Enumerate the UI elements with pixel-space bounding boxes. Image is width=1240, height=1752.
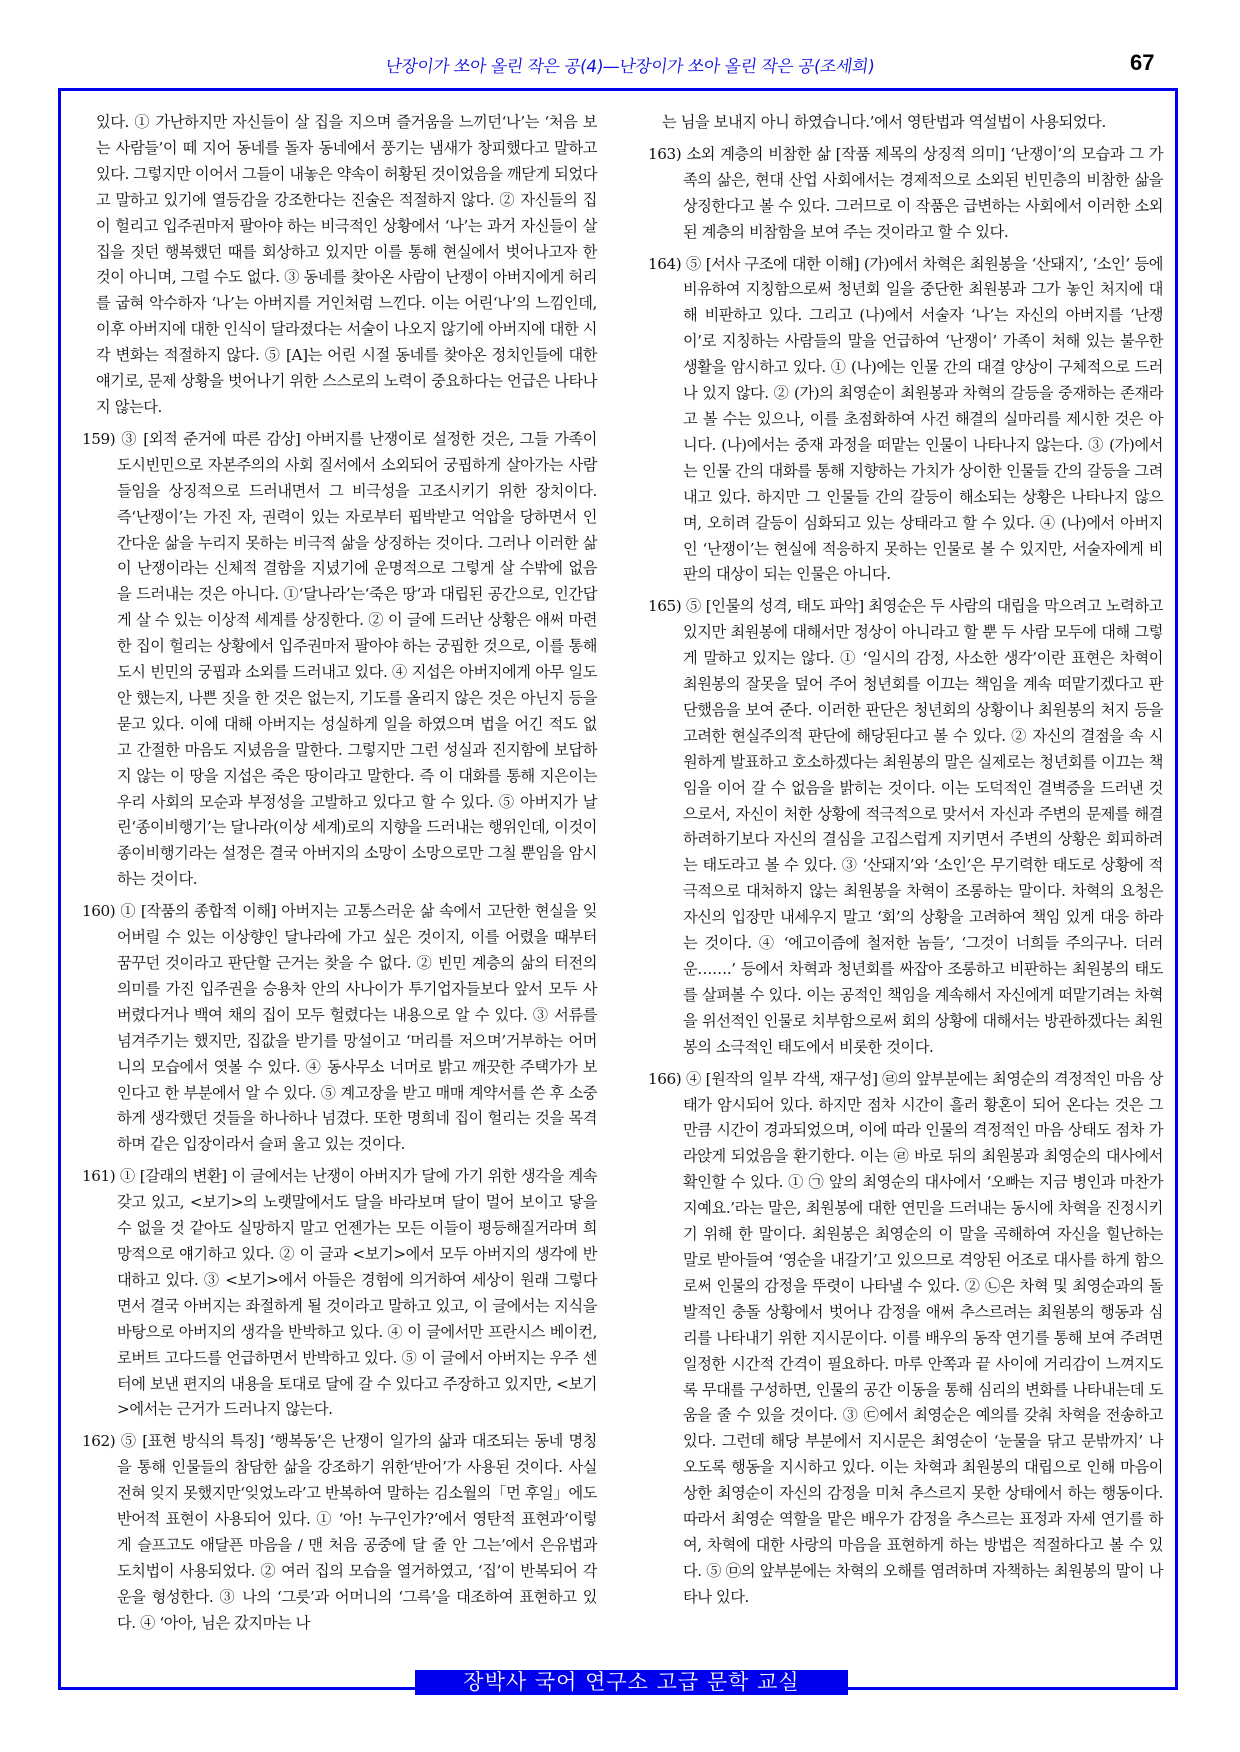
- item-text: ⑤ [서사 구조에 대한 이해] (가)에서 차혁은 최원봉을 ‘산돼지’, ‘소인’ 등에 비유하여 지칭함으로써 청년회 일을 중단한 최원봉과 그가 놓인 처지에 대해 비판하고 있다. 그리고 (나)에서 서술자 ‘나’는 자신의 아버지를 ‘난쟁이’로 지칭하는 사람들의 말을 언급하여 ‘난쟁이’ 가족이 처해 있는 불우한 생활을 암시하고 있다. ① (나)에는 인물 간의 대결 양상이 구체적으로 드러나 있지 않다. ② (가)의 최영순이 최원봉과 차혁의 갈등을 중재하는 존재라고 볼 수는 있으나, 이를 초점화하여 사건 해결의 실마리를 제시한 것은 아니다. (나)에서는 중재 과정을 떠맡는 인물이 나타나지 않는다. ③ (가)에서는 인물 간의 대화를 통해 지향하는 가치가 상이한 인물들 간의 갈등을 그려 내고 있다. 하지만 그 인물들 간의 갈등이 해소되는 상황은 나타나지 않으며, 오히려 갈등이 심화되고 있는 상태라고 할 수 있다. ④ (나)에서 아버지인 ‘난쟁이’는 현실에 적응하지 못하는 인물로 볼 수 있지만, 서술자에게 비판의 대상이 되는 인물은 아니다.: [683, 254, 1163, 584]
- answer-item-166: [648, 1067, 1163, 1611]
- item-number: 161): [82, 1167, 116, 1186]
- footer-banner: 장박사 국어 연구소 고급 문학 교실: [415, 1670, 848, 1695]
- answer-item-161: [82, 1164, 597, 1423]
- item-text: ① [작품의 종합적 이해] 아버지는 고통스러운 삶 속에서 고단한 현실을 잊어버릴 수 있는 이상향인 달나라에 가고 싶은 것이지, 이를 어렸을 때부터 꿈꾸던 것이라고 판단할 근거는 찾을 수 없다. ② 빈민 계층의 삶의 터전의 의미를 가진 입주권을 승용차 안의 사나이가 투기업자들보다 앞서 모두 사 버렸다거나 백여 채의 집이 모두 헐렸다는 내용으로 알 수 있다. ③ 서류를 넘겨주기는 했지만, 집값을 받기를 망설이고 ‘머리를 저으며’거부하는 어머니의 모습에서 엿볼 수 있다. ④ 동사무소 너머로 밝고 깨끗한 주택가가 보인다고 한 부분에서 알 수 있다. ⑤ 계고장을 받고 매매 계약서를 쓴 후 소중하게 생각했던 것들을 하나하나 넘겼다. 또한 명희네 집이 헐리는 것을 목격하며 같은 입장이라서 슬퍼 울고 있는 것이다.: [117, 902, 597, 1154]
- answer-item-164: [648, 252, 1163, 589]
- item-number: 160): [82, 902, 116, 921]
- answer-item-162: [82, 1429, 597, 1636]
- item-text: 소외 계층의 비참한 삶 [작품 제목의 상징적 의미] ‘난쟁이’의 모습과 그 가족의 삶은, 현대 산업 사회에서는 경제적으로 소외된 빈민층의 비참한 삶을 상징한다고 볼 수 있다. 그러므로 이 작품은 급변하는 사회에서 이러한 소외된 계층의 비참함을 보여 주는 것이라고 할 수 있다.: [683, 144, 1163, 241]
- page-number: 67: [1130, 50, 1155, 75]
- continued-paragraph: 있다. ① 가난하지만 자신들이 살 집을 지으며 즐거움을 느끼던‘나’는 ‘처음 보는 사람들’이 떼 지어 동네를 돌자 동네에서 풍기는 냄새가 창피했다고 말하고 있다. 그렇지만 이어서 그들이 내놓은 약속이 허황된 것이었음을 깨닫게 되었다고 말하고 있기에 열등감을 강조한다는 진술은 적절하지 않다. ② 자신들의 집이 헐리고 입주권마저 팔아야 하는 비극적인 상황에서 ‘나’는 과거 자신들이 살 집을 짓던 행복했던 때를 회상하고 있지만 이를 통해 현실에서 벗어나고자 한 것이 아니며, 그럴 수도 없다. ③ 동네를 찾아온 사람이 난쟁이 아버지에게 허리를 굽혀 악수하자 ‘나’는 아버지를 거인처럼 느낀다. 이는 어린‘나’의 느낌인데, 이후 아버지에 대한 인식이 달라졌다는 서술이 나오지 않기에 아버지에 대한 시각 변화는 적절하지 않다. ⑤ [A]는 어린 시절 동네를 찾아온 정치인들에 대한 얘기로, 문제 상황을 벗어나기 위한 스스로의 노력이 중요하다는 언급은 나타나지 않는다.: [96, 113, 597, 416]
- continued-paragraph: 는 님을 보내지 아니 하였습니다.’에서 영탄법과 역설법이 사용되었다.: [662, 113, 1106, 131]
- left-column: [82, 110, 597, 1643]
- answer-item-165: [648, 594, 1163, 1060]
- item-number: 166): [648, 1069, 682, 1088]
- item-text: ① [갈래의 변환] 이 글에서는 난쟁이 아버지가 달에 가기 위한 생각을 계속 갖고 있고, <보기>의 노랫말에서도 달을 바라보며 달이 멀어 보이고 닿을 수 없을 것 같아도 실망하지 말고 언젠가는 모든 이들이 평등해질거라며 희망적으로 얘기하고 있다. ② 이 글과 <보기>에서 모두 아버지의 생각에 반대하고 있다. ③ <보기>에서 아들은 경험에 의거하여 세상이 원래 그렇다면서 결국 아버지는 좌절하게 될 것이라고 말하고 있고, 이 글에서는 지식을 바탕으로 아버지의 생각을 반박하고 있다. ④ 이 글에서만 프란시스 베이컨, 로버트 고다드를 언급하면서 반박하고 있다. ⑤ 이 글에서 아버지는 우주 센터에 보낸 편지의 내용을 토대로 달에 갈 수 있다고 주장하고 있지만, <보기>에서는 근거가 드러나지 않는다.: [117, 1167, 597, 1419]
- item-text: ④ [원작의 일부 각색, 재구성] ㉣의 앞부분에는 최영순의 격정적인 마음 상태가 암시되어 있다. 하지만 점차 시간이 흘러 황혼이 되어 온다는 것은 그만큼 시간이 경과되었으며, 이에 따라 인물의 격정적인 마음 상태도 점차 가라앉게 되었음을 환기한다. 이는 ㉣ 바로 뒤의 최원봉과 최영순의 대사에서 확인할 수 있다. ① ㉠ 앞의 최영순의 대사에서 ‘오빠는 지금 병인과 마찬가지예요.’라는 말은, 최원봉에 대한 연민을 드러내는 동시에 차혁을 진정시키기 위해 한 말이다. 최원봉은 최영순의 이 말을 곡해하여 자신을 힐난하는 말로 받아들여 ‘영순을 내갈기’고 있으므로 격앙된 어조로 대사를 하게 함으로써 인물의 감정을 뚜렷이 나타낼 수 있다. ② ㉡은 차혁 및 최영순과의 돌발적인 충돌 상황에서 벗어나 감정을 애써 추스르려는 최원봉의 행동과 심리를 나타내기 위한 지시문이다. 이를 배우의 동작 연기를 통해 보여 주려면 일정한 시간적 간격이 필요하다. 마루 안쪽과 끝 사이에 거리감이 느껴지도록 무대를 구성하면, 인물의 공간 이동을 통해 심리의 변화를 나타내는데 도움을 줄 수 있을 것이다. ③ ㉢에서 최영순은 예의를 갖춰 차혁을 전송하고 있다. 그런데 해당 부분에서 지시문은 최영순이 ‘눈물을 닦고 문밖까지’ 나오도록 행동을 지시하고 있다. 이는 차혁과 최원봉의 대립으로 인해 마음이 상한 최영순이 자신의 감정을 미처 추스르지 못한 상태에서 하는 행동이다. 따라서 최영순 역할을 맡은 배우가 감정을 추스르는 표정과 자세 연기를 하여, 차혁에 대한 사랑의 마음을 표현하게 하는 방법은 적절하다고 볼 수 있다. ⑤ ㉤의 앞부분에는 차혁의 오해를 염려하며 자책하는 최원봉의 말이 나타나 있다.: [683, 1069, 1163, 1606]
- answer-item-159: [82, 427, 597, 893]
- right-column: [648, 110, 1163, 1617]
- answer-item-163: [648, 142, 1163, 246]
- item-text: ⑤ [표현 방식의 특징] ‘행복동’은 난쟁이 일가의 삶과 대조되는 동네 명칭을 통해 인물들의 참담한 삶을 강조하기 위한‘반어’가 사용된 것이다. 사실 전혀 잊지 못했지만‘잊었노라’고 반복하여 말하는 김소월의「먼 후일」에도 반어적 표현이 사용되어 있다. ① ‘아! 누구인가?’에서 영탄적 표현과‘이렇게 슬프고도 애달픈 마음을 / 맨 처음 공중에 달 줄 안 그는’에서 은유법과 도치법이 사용되었다. ② 여러 집의 모습을 열거하였고, ‘집’이 반복되어 각운을 형성한다. ③ 나의 ‘그릇’과 어머니의 ‘그륵’을 대조하여 표현하고 있다. ④ ‘아아, 님은 갔지마는 나: [117, 1432, 597, 1632]
- item-text: ⑤ [인물의 성격, 태도 파악] 최영순은 두 사람의 대립을 막으려고 노력하고 있지만 최원봉에 대해서만 정상이 아니라고 할 뿐 두 사람 모두에 대해 그렇게 말하고 있지는 않다. ① ‘일시의 감정, 사소한 생각’이란 표현은 차혁이 최원봉의 잘못을 덮어 주어 청년회를 이끄는 책임을 계속 떠맡기겠다고 판단했음을 보여 준다. 이러한 판단은 청년회의 상황이나 최원봉의 처지 등을 고려한 현실주의적 판단에 해당된다고 볼 수 있다. ② 자신의 결점을 속 시원하게 발표하고 호소하겠다는 최원봉의 말은 실제로는 청년회를 이끄는 책임을 이어 갈 수 없음을 밝히는 것이다. 이는 도덕적인 결벽증을 드러낸 것으로서, 자신이 처한 상황에 적극적으로 맞서서 자신과 주변의 문제를 해결하려하기보다 자신의 결심을 고집스럽게 지키면서 주변의 상황은 회피하려는 태도라고 볼 수 있다. ③ ‘산돼지’와 ‘소인’은 무기력한 태도로 상황에 적극적으로 대처하지 않는 최원봉을 차혁이 조롱하는 말이다. 차혁의 요청은 자신의 입장만 내세우지 말고 ‘회’의 상황을 고려하여 책임 있게 대응 하라는 것이다. ④ ‘에고이즘에 철저한 놈들’, ‘그것이 너희들 주의구나. 더러운…….’ 등에서 차혁과 청년회를 싸잡아 조롱하고 비판하는 최원봉의 태도를 살펴볼 수 있다. 이는 공적인 책임을 계속해서 자신에게 떠맡기려는 차혁을 위선적인 인물로 치부함으로써 회의 상황에 대해서는 방관하겠다는 최원봉의 소극적인 태도에서 비롯한 것이다.: [683, 597, 1163, 1056]
- item-number: 165): [648, 597, 682, 616]
- running-header-title: 난장이가 쏘아 올린 작은 공(4)—난장이가 쏘아 올린 작은 공(조세희): [383, 57, 876, 77]
- item-number: 159): [82, 429, 116, 448]
- item-number: 163): [648, 144, 682, 163]
- item-text: ③ [외적 준거에 따른 감상] 아버지를 난쟁이로 설정한 것은, 그들 가족이 도시빈민으로 자본주의의 사회 질서에서 소외되어 궁핍하게 살아가는 사람들임을 상징적으로 드러내면서 그 비극성을 고조시키기 위한 장치이다. 즉‘난쟁이’는 가진 자, 권력이 있는 자로부터 핍박받고 억압을 당하면서 인간다운 삶을 누리지 못하는 비극적 삶을 상징하는 것이다. 그러나 이러한 삶이 난쟁이라는 신체적 결함을 지녔기에 운명적으로 그렇게 살 수밖에 없음을 드러내는 것은 아니다. ①‘달나라’는‘죽은 땅’과 대립된 공간으로, 인간답게 살 수 있는 이상적 세계를 상징한다. ② 이 글에 드러난 상황은 애써 마련한 집이 헐리는 상황에서 입주권마저 팔아야 하는 궁핍한 것으로, 이를 통해 도시 빈민의 궁핍과 소외를 드러내고 있다. ④ 지섭은 아버지에게 아무 일도 안 했는지, 나쁜 짓을 한 것은 없는지, 기도를 올리지 않은 것은 아닌지 등을 묻고 있다. 이에 대해 아버지는 성실하게 일을 하였으며 법을 어긴 적도 없고 간절한 마음도 지녔음을 말한다. 그렇지만 그런 성실과 진지함에 보답하지 않는 이 땅을 지섭은 죽은 땅이라고 말한다. 즉 이 대화를 통해 지은이는 우리 사회의 모순과 부정성을 고발하고 있다고 할 수 있다. ⑤ 아버지가 날린‘종이비행기’는 달나라(이상 세계)로의 지향을 드러내는 행위인데, 이것이 종이비행기라는 설정은 결국 아버지의 소망이 소망으로만 그칠 뿐임을 암시하는 것이다.: [117, 429, 597, 889]
- item-number: 164): [648, 254, 682, 273]
- answer-item-160: [82, 899, 597, 1158]
- item-number: 162): [82, 1432, 116, 1451]
